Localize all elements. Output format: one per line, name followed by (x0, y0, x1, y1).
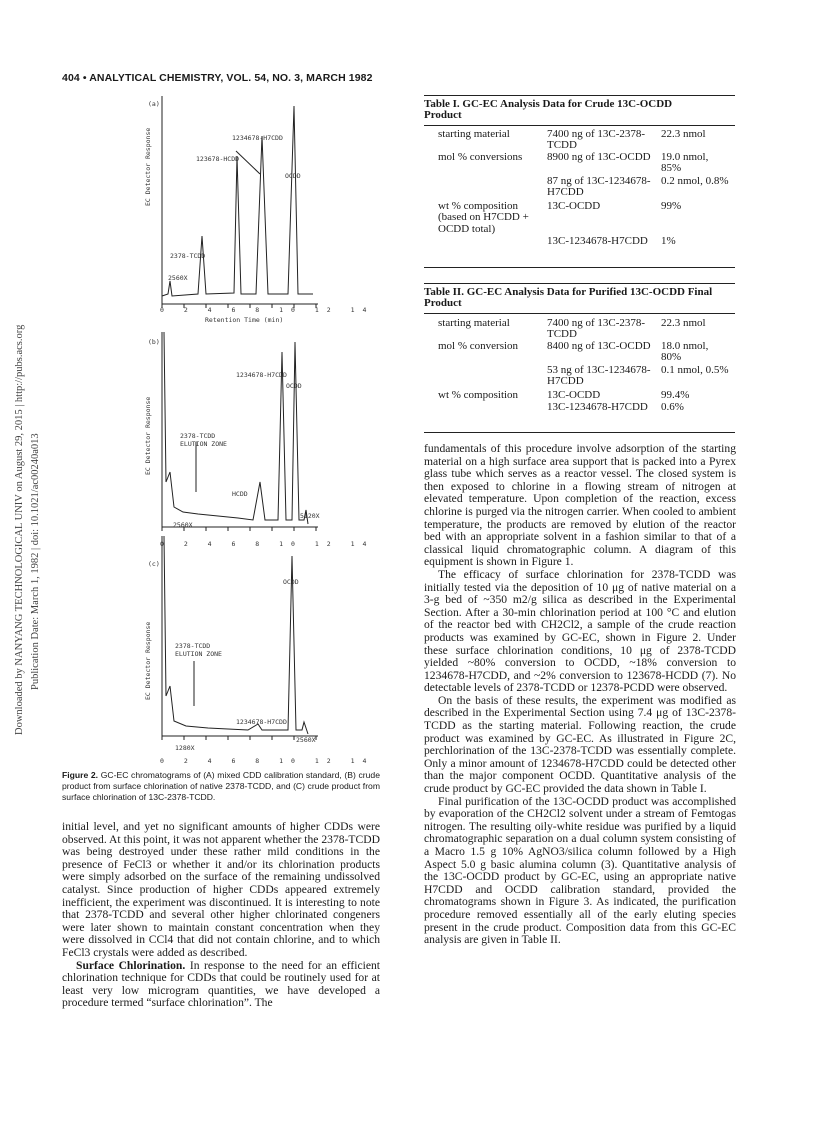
t2-r5-c2: 13C-1234678-H7CDD (547, 401, 648, 413)
table2-bottom-rule (424, 432, 735, 433)
surface-paragraph (62, 960, 380, 1010)
panel-c-ylabel: EC Detector Response (144, 621, 152, 700)
t2-r1-c2: 7400 ng of 13C-2378-TCDD (547, 317, 646, 341)
panel-b-annot-hcdd: HCDD (232, 490, 248, 498)
table1-top-rule (424, 95, 735, 96)
table1-bottom-rule (424, 267, 735, 268)
t2-r4-c2: 13C-OCDD (547, 389, 601, 401)
panel-a-label: (a) (148, 100, 160, 108)
download-note: Downloaded by NANYANG TECHNOLOGICAL UNIV on August 29, 2015 | http://pubs.acs.org (14, 324, 25, 735)
t2-r2-c3: 18.0 nmol, 80% (661, 340, 709, 364)
t1-r1-c1: starting material (438, 128, 510, 140)
t1-r2-c1: mol % conversions (438, 151, 523, 163)
panel-b-attenuation2: 5120X (300, 512, 320, 520)
t1-r2-c2: 8900 ng of 13C-OCDD (547, 151, 651, 163)
table1 (424, 129, 735, 264)
t2-r1-c3: 22.3 nmol (661, 317, 706, 329)
panel-a-xlabel: Retention Time (min) (205, 316, 284, 324)
right-paragraph-2: The efficacy of surface chlorination for 2378-TCDD was initially tested via the deposition of 10 μg of native material on a 3-g bed of ~350 m2/g silica as described in the Experimental Section. After a 30-min chlorination period at 100 °C and elution of the reactor bed with CH2Cl2, a sample of the crude reaction products was examined by GC-EC, shown in Figure 2. Under these surface chlorination conditions, 10 μg of 2378-TCDD yielded ~80% conversion to OCDD, ~18% conversion to 1234678-H7CDD, and ~2% conversion to 123678-HCDD (7). No detectable levels of 2378-TCDD or 12378-PCDD were observed. (424, 567, 736, 695)
running-head: 404 • ANALYTICAL CHEMISTRY, VOL. 54, NO. 3, MARCH 1982 (62, 72, 373, 84)
panel-b-attenuation: 2560X (173, 521, 193, 529)
table2-top-rule (424, 283, 735, 284)
panel-c-attenuation: 1280X (175, 744, 195, 752)
left-paragraph-1: initial level, and yet no significant amounts of higher CDDs were observed. At this point, it was not apparent whether the 2378-TCDD was being destroyed under these rather mild conditions in the presence of FeCl3 or whether it and/or its chlorination products were simply adsorbed on the surface of the remaining undissolved catalyst. Since production of higher CDDs appeared extremely inefficient, the experiment was discontinued. It is interesting to note that 2378-TCDD and several other higher chlorinated congeners were later shown to maintain constant concentration when they were dissolved in CCl4 that did not contain chlorine, and to which FeCl3 crystals were added as described. (62, 820, 380, 959)
table1-title: Table I. GC-EC Analysis Data for Crude 13C-OCDD Product (424, 98, 673, 122)
t1-r1-c3: 22.3 nmol (661, 128, 706, 140)
t1-r1-c2: 7400 ng of 13C-2378-TCDD (547, 128, 646, 152)
chromatogram-c (162, 536, 318, 740)
t1-r3-c3: 0.2 nmol, 0.8% (661, 175, 729, 187)
t1-r4-c2: 13C-OCDD (547, 200, 601, 212)
right-paragraph-1: fundamentals of this procedure involve adsorption of the starting material on a high surface area support that is packed into a Pyrex glass tube which serves as a reactor vessel. The closed system is then exposed to chlorine in a flowing stream of nitrogen at elevated temperature. Upon completion of the reaction, excess chlorine is purged via the nitrogen carrier. When cooled to ambient temperature, the products are removed by elution of the reactor bed with an appropriate solvent in a fashion similar to that of a classical liquid chromatographic column. A diagram of this equipment is shown in Figure 1. (424, 442, 736, 569)
table2-title: Table II. GC-EC Analysis Data for Purified 13C-OCDD Final Product (424, 286, 713, 310)
t1-r2-c3: 19.0 nmol, 85% (661, 151, 709, 175)
panel-c-label: (c) (148, 560, 160, 568)
surface-heading: Surface Chlorination. (76, 958, 186, 972)
caption-label: Figure 2. (62, 770, 99, 780)
panel-c-ticks: 0 2 4 6 8 10 12 14 (160, 757, 375, 765)
t2-r1-c1: starting material (438, 317, 510, 329)
t1-r5-c3: 1% (661, 235, 676, 247)
panel-c-annot-ocdd: OCDD (283, 578, 299, 586)
right-paragraph-4: Final purification of the 13C-OCDD product was accomplished by evaporation of the CH2Cl2 solvent under a stream of Femtogas nitrogen. The resulting oily-white residue was purified by a liquid chromatographic separation on a dual column system consisting of a Macro 1.5 g 10% AgNO3/silica column followed by a High Aspect 5.0 g basic alumina column (3). Quantitative analysis of the 13C-OCDD product by GC-EC, using an appropriate native H7CDD and OCDD calibration standard, provided the chromatograms shown in Figure 3. As indicated, the purification procedure removed essentially all of the early eluting species present in the crude product. Composition data from this GC-EC analysis are given in Table II. (424, 794, 736, 947)
panel-b-label: (b) (148, 338, 160, 346)
panel-c-attenuation2: 2560X (296, 736, 316, 744)
panel-b-annot-tcdd: 2378-TCDD (180, 432, 216, 440)
panel-b-annot-h7cdd: 1234678-H7CDD (236, 371, 287, 379)
caption-text: GC-EC chromatograms of (A) mixed CDD calibration standard, (B) crude product from surface chlorination of native 2378-TCDD, and (C) crude product from surface chlorination of 13C-2378-TCDD. (62, 770, 380, 803)
panel-b-ticks: 0 2 4 6 8 10 12 14 (160, 540, 375, 548)
panel-c-annot-h7cdd: 1234678-H7CDD (236, 718, 287, 726)
figure-caption (62, 770, 380, 804)
t1-r4-c3: 99% (661, 200, 682, 212)
panel-a-annot-hcdd: 123678-HCDD (196, 155, 240, 163)
t2-r2-c2: 8400 ng of 13C-OCDD (547, 340, 651, 352)
panel-a-attenuation: 2560X (168, 274, 188, 282)
panel-a-annot-h7cdd: 1234678-H7CDD (232, 134, 283, 142)
t2-r3-c3: 0.1 nmol, 0.5% (661, 364, 729, 376)
panel-a-annot-tcdd: 2378-TCDD (170, 252, 206, 260)
panel-b-annot-ocdd: OCDD (286, 382, 302, 390)
surface-text: In response to the need for an efficient chlorination technique for CDDs that could be routinely used for at least very low microgram quantities, we have developed a procedure termed “surface chlorination”. The (62, 958, 380, 1010)
t2-r3-c2: 53 ng of 13C-1234678-H7CDD (547, 364, 651, 388)
t2-r4-c3: 99.4% (661, 389, 690, 401)
panel-a-ticks: 0 2 4 6 8 10 12 14 (160, 306, 375, 314)
t2-r2-c1: mol % conversion (438, 340, 519, 352)
publication-note: Publication Date: March 1, 1982 | doi: 10.1021/ac00240a013 (30, 433, 41, 690)
right-column (424, 443, 736, 947)
left-column (62, 821, 380, 1010)
t2-r4-c1: wt % composition (438, 389, 519, 401)
panel-a-annot-ocdd: OCDD (285, 172, 301, 180)
panel-c-annot-tcdd: 2378-TCDD (175, 642, 211, 650)
figure-2 (138, 96, 378, 768)
t2-r5-c3: 0.6% (661, 401, 684, 413)
t1-r5-c2: 13C-1234678-H7CDD (547, 235, 648, 247)
right-paragraph-3: On the basis of these results, the experiment was modified as described in the Experimental Section using 7.4 μg of 13C-2378-TCDD as the starting material. Following reaction, the crude product was examined by GC-EC. As illustrated in Figure 2C, perchlorination of the 13C-2378-TCDD was essentially complete. Only a minor amount of 1234678-H7CDD could be detected other than the major component OCDD. Quantitative analysis of the crude product by GC-EC provided the data shown in Table I. (424, 693, 736, 796)
table2-head-rule (424, 313, 735, 314)
panel-b-annot-zone: ELUTION ZONE (180, 440, 227, 448)
panel-a-ylabel: EC Detector Response (144, 127, 152, 206)
table2 (424, 318, 735, 430)
t1-r4-c1: wt % composition (based on H7CDD + OCDD total) (438, 200, 529, 235)
t1-r3-c2: 87 ng of 13C-1234678-H7CDD (547, 175, 651, 199)
panel-b-ylabel: EC Detector Response (144, 396, 152, 475)
panel-c-annot-zone: ELUTION ZONE (175, 650, 222, 658)
table1-head-rule (424, 125, 735, 126)
